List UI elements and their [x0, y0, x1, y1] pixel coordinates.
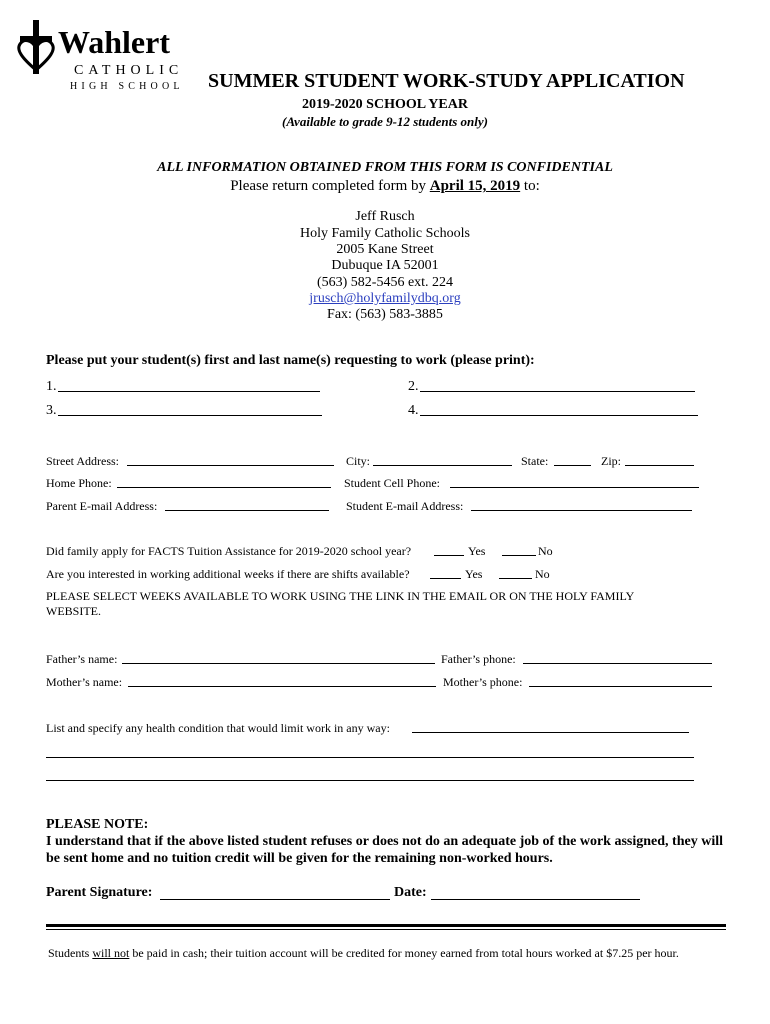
mother-phone-field[interactable] — [529, 686, 712, 687]
cell-phone-label: Student Cell Phone: — [344, 476, 440, 490]
contact-phone: (563) 582-5456 ext. 224 — [316, 275, 454, 290]
father-name-label: Father’s name: — [46, 652, 118, 666]
date-label: Date: — [394, 885, 427, 900]
note-line1: I understand that if the above listed student refuses or does not do an adequate job of the work assigned, they will — [46, 834, 723, 849]
parent-signature-label: Parent Signature: — [46, 885, 153, 900]
footer-divider-thin — [46, 929, 726, 930]
footer-suffix: be paid in cash; their tuition account will be credited for money earned from total hours worked at $7.25 per hour. — [129, 946, 679, 960]
parent-email-field[interactable] — [165, 510, 329, 511]
student-4-label: 4. — [408, 403, 419, 418]
footer-prefix: Students — [48, 946, 93, 960]
return-prefix: Please return completed form by — [230, 178, 430, 194]
student-email-field[interactable] — [471, 510, 692, 511]
contact-name: Jeff Rusch — [355, 209, 415, 224]
student-2-field[interactable] — [420, 391, 695, 392]
date-field[interactable] — [431, 899, 640, 900]
contact-email-link[interactable]: jrusch@holyfamilydbq.org — [309, 291, 461, 306]
additional-yes-field[interactable] — [430, 578, 461, 579]
student-email-label: Student E-mail Address: — [346, 499, 464, 513]
parent-signature-field[interactable] — [160, 899, 390, 900]
street-address-label: Street Address: — [46, 454, 119, 468]
parent-email-label: Parent E-mail Address: — [46, 499, 158, 513]
zip-label: Zip: — [601, 454, 621, 468]
facts-yes-label: Yes — [468, 544, 486, 558]
additional-no-field[interactable] — [499, 578, 532, 579]
footer-note — [48, 946, 679, 961]
select-weeks-line1: PLEASE SELECT WEEKS AVAILABLE TO WORK USING THE LINK IN THE EMAIL OR ON THE HOLY FAMILY — [46, 589, 635, 603]
return-suffix: to: — [520, 178, 540, 194]
state-label: State: — [521, 454, 549, 468]
health-field-2[interactable] — [46, 757, 694, 758]
contact-org: Holy Family Catholic Schools — [300, 226, 470, 241]
logo-name: Wahlert — [58, 24, 170, 60]
school-logo — [14, 18, 184, 96]
confidential-notice: ALL INFORMATION OBTAINED FROM THIS FORM IS CONFIDENTIAL — [157, 160, 613, 175]
mother-phone-label: Mother’s phone: — [443, 675, 523, 689]
contact-street: 2005 Kane Street — [336, 242, 434, 257]
father-phone-label: Father’s phone: — [441, 652, 516, 666]
student-2-label: 2. — [408, 379, 419, 394]
logo-catholic: CATHOLIC — [74, 63, 184, 78]
facts-yes-field[interactable] — [434, 555, 464, 556]
state-field[interactable] — [554, 465, 591, 466]
footer-will-not: will not — [92, 946, 130, 960]
facts-no-field[interactable] — [502, 555, 536, 556]
mother-name-label: Mother’s name: — [46, 675, 123, 689]
health-label: List and specify any health condition that would limit work in any way: — [46, 721, 390, 735]
return-instructions — [0, 178, 770, 195]
health-field-1[interactable] — [412, 732, 689, 733]
student-1-field[interactable] — [58, 391, 320, 392]
city-label: City: — [346, 454, 371, 468]
father-name-field[interactable] — [122, 663, 435, 664]
zip-field[interactable] — [625, 465, 694, 466]
contact-fax: Fax: (563) 583-3885 — [327, 307, 443, 322]
additional-yes-label: Yes — [465, 567, 483, 581]
student-3-field[interactable] — [58, 415, 322, 416]
student-1-label: 1. — [46, 379, 57, 394]
logo-high-school: HIGH SCHOOL — [70, 81, 184, 92]
student-4-field[interactable] — [420, 415, 698, 416]
facts-question: Did family apply for FACTS Tuition Assistance for 2019-2020 school year? — [46, 544, 412, 558]
students-prompt: Please put your student(s) first and last name(s) requesting to work (please print): — [46, 353, 535, 368]
contact-city: Dubuque IA 52001 — [331, 258, 439, 273]
select-weeks-line2: WEBSITE. — [46, 604, 101, 618]
home-phone-label: Home Phone: — [46, 476, 112, 490]
additional-weeks-question: Are you interested in working additional weeks if there are shifts available? — [46, 567, 410, 581]
availability-note: (Available to grade 9-12 students only) — [282, 114, 488, 129]
mother-name-field[interactable] — [128, 686, 436, 687]
return-date: April 15, 2019 — [429, 178, 521, 194]
form-title: SUMMER STUDENT WORK-STUDY APPLICATION — [208, 70, 685, 92]
footer-divider-thick — [46, 924, 726, 927]
note-line2: be sent home and no tuition credit will be given for the remaining non-worked hours. — [46, 851, 553, 866]
father-phone-field[interactable] — [523, 663, 712, 664]
note-heading: PLEASE NOTE: — [46, 817, 149, 832]
city-field[interactable] — [373, 465, 512, 466]
home-phone-field[interactable] — [117, 487, 331, 488]
health-field-3[interactable] — [46, 780, 694, 781]
street-address-field[interactable] — [127, 465, 334, 466]
cross-heart-icon — [14, 18, 58, 78]
school-year: 2019-2020 SCHOOL YEAR — [302, 97, 468, 112]
cell-phone-field[interactable] — [450, 487, 699, 488]
student-3-label: 3. — [46, 403, 57, 418]
additional-no-label: No — [535, 567, 550, 581]
facts-no-label: No — [538, 544, 553, 558]
